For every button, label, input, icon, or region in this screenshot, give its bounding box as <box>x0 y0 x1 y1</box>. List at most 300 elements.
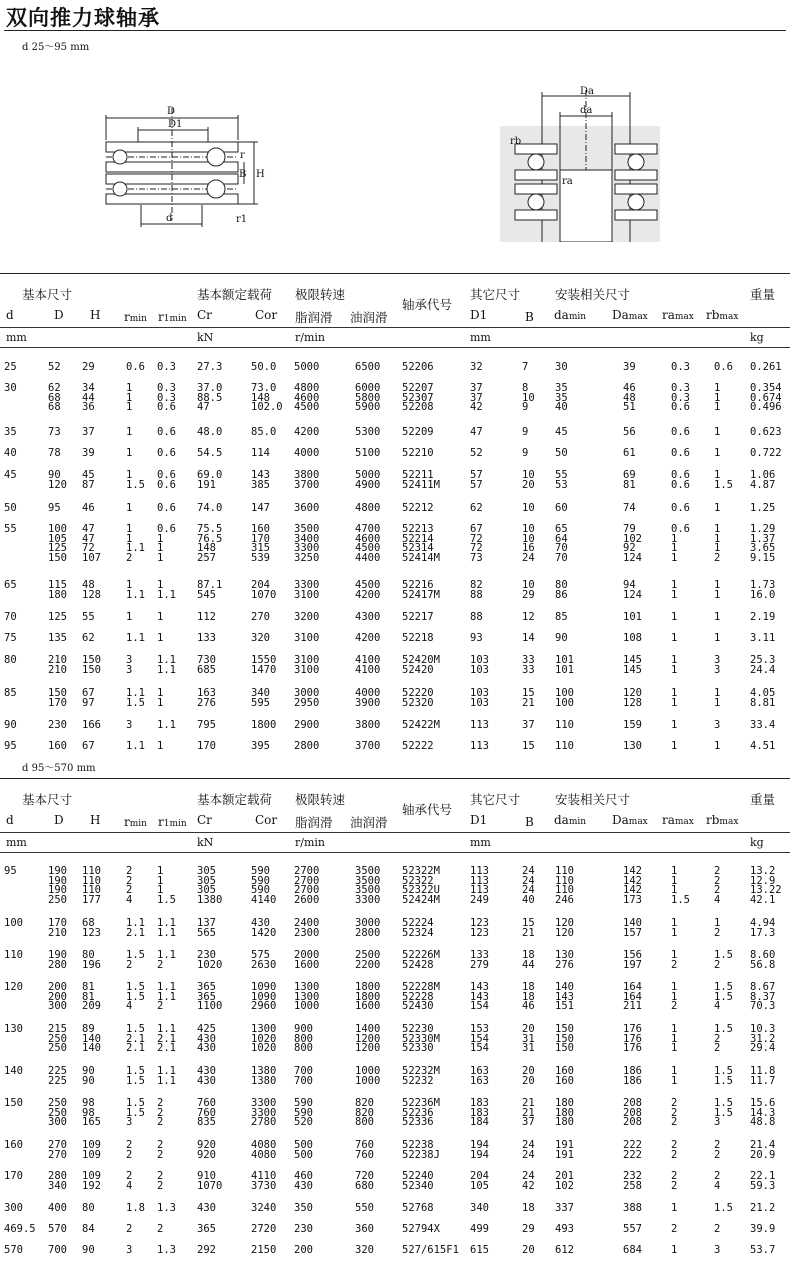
header-code: 轴承代号 <box>402 802 453 817</box>
table-cell: 590 <box>251 865 270 877</box>
table-cell: 2000 <box>294 949 320 961</box>
table-cell: 200 <box>48 981 67 993</box>
table-cell: 4000 <box>294 447 320 459</box>
table-cell: 2.1 <box>126 1032 145 1045</box>
table-cell: 52210 <box>402 447 434 459</box>
table-cell: 4500 <box>294 401 320 413</box>
table-cell: 40 <box>555 401 568 413</box>
col-oil: 油润滑 <box>350 310 388 325</box>
table-cell: 67 <box>470 523 483 535</box>
table-cell: 2700 <box>294 874 320 887</box>
table-cell: 61 <box>623 447 636 459</box>
table-cell: 89 <box>82 1023 95 1035</box>
table-cell: 82 <box>470 579 483 591</box>
table-cell: 25.3 <box>750 654 776 666</box>
table-cell: 1 <box>671 551 678 564</box>
table-cell: 143 <box>251 469 270 481</box>
table-cell: 46 <box>522 1000 535 1012</box>
table-cell: 180 <box>555 1106 574 1119</box>
unit-mm-other: mm <box>470 331 491 344</box>
table-cell: 4.87 <box>750 478 776 491</box>
table-cell: 52322M <box>402 865 440 877</box>
table-cell: 42 <box>522 1179 535 1192</box>
table-cell: 14.3 <box>750 1106 776 1119</box>
table-cell: 232 <box>623 1170 642 1182</box>
col-rmin-main: r <box>124 815 130 829</box>
table-cell: 52236M <box>402 1097 440 1109</box>
table-cell: 0.3 <box>157 382 176 394</box>
table-cell: 2950 <box>294 696 320 709</box>
table-cell: 1 <box>671 579 678 591</box>
table-cell: 154 <box>470 1000 489 1012</box>
table-cell: 128 <box>82 588 101 601</box>
table-cell: 2400 <box>294 917 320 929</box>
table-cell: 208 <box>623 1106 642 1119</box>
table-cell: 1.5 <box>714 1023 733 1035</box>
header-divider <box>0 327 790 328</box>
table-cell: 430 <box>251 917 270 929</box>
table-cell: 102 <box>555 1179 574 1192</box>
table-cell: 10 <box>522 502 535 514</box>
table-cell: 2 <box>671 1170 678 1182</box>
table-cell: 10 <box>522 523 535 535</box>
table-cell: 225 <box>48 1065 67 1077</box>
table-cell: 47 <box>470 426 483 438</box>
table-cell: 0.354 <box>750 382 782 394</box>
col-Cor: Cor <box>255 308 278 322</box>
table-cell: 24 <box>522 884 535 896</box>
table-cell: 176 <box>623 1032 642 1045</box>
range-label-2: d 95～570 mm <box>22 763 96 774</box>
dim-da-label: da <box>580 105 593 116</box>
table-cell: 52211 <box>402 469 434 481</box>
table-cell: 125 <box>48 611 67 623</box>
table-cell: 6000 <box>355 382 381 394</box>
table-cell: 2800 <box>355 926 381 939</box>
table-cell: 40 <box>522 893 535 906</box>
cell-d: 300 <box>4 1202 23 1214</box>
col-damin-sub: min <box>568 312 587 322</box>
table-cell: 0.6 <box>157 502 176 514</box>
table-cell: 4.51 <box>750 740 776 752</box>
table-cell: 209 <box>82 1000 101 1012</box>
table-cell: 1.5 <box>714 990 733 1003</box>
table-cell: 124 <box>623 551 642 564</box>
table-cell: 44 <box>522 958 535 971</box>
table-cell: 52226M <box>402 949 440 961</box>
table-cell: 3 <box>714 1116 721 1128</box>
table-cell: 22.1 <box>750 1170 776 1182</box>
table-cell: 150 <box>82 663 101 676</box>
table-cell: 36 <box>82 401 95 413</box>
col-D: D <box>54 813 64 827</box>
cell-d: 160 <box>4 1139 23 1151</box>
table-cell: 100 <box>555 687 574 699</box>
table-cell: 3800 <box>355 719 381 731</box>
table-cell: 279 <box>470 958 489 971</box>
header-speed: 极限转速 <box>295 792 346 807</box>
table-cell: 183 <box>470 1106 489 1119</box>
table-cell: 0.496 <box>750 401 782 413</box>
table-cell: 2900 <box>294 719 320 731</box>
table-cell: 52218 <box>402 632 434 644</box>
table-cell: 20 <box>522 1244 535 1256</box>
table-cell: 340 <box>48 1179 67 1192</box>
table-cell: 5100 <box>355 447 381 459</box>
table-cell: 45 <box>82 469 95 481</box>
table-cell: 190 <box>48 884 67 896</box>
table-cell: 4800 <box>294 382 320 394</box>
table-cell: 47 <box>197 401 210 413</box>
table-cell: 3700 <box>355 740 381 752</box>
table-cell: 113 <box>470 874 489 887</box>
dim-d-label: d <box>166 213 173 224</box>
table-cell: 208 <box>623 1097 642 1109</box>
table-cell: 103 <box>470 687 489 699</box>
table-cell: 1 <box>671 926 678 939</box>
table-cell: 140 <box>623 917 642 929</box>
table-cell: 795 <box>197 719 216 731</box>
table-cell: 1.5 <box>126 1106 145 1119</box>
table-cell: 0.722 <box>750 447 782 459</box>
table-cell: 1 <box>126 611 133 623</box>
table-cell: 130 <box>623 740 642 752</box>
table-cell: 3300 <box>355 893 381 906</box>
table-cell: 88 <box>470 588 483 601</box>
table-cell: 1 <box>126 426 133 438</box>
table-cell: 3700 <box>294 478 320 491</box>
table-cell: 1 <box>126 382 133 394</box>
table-cell: 62 <box>470 502 483 514</box>
table-cell: 3300 <box>294 579 320 591</box>
table-cell: 0.6 <box>157 401 176 413</box>
table-cell: 2 <box>714 551 721 564</box>
table-cell: 700 <box>48 1244 67 1256</box>
table-cell: 153 <box>470 1023 489 1035</box>
table-cell: 1 <box>714 382 721 394</box>
table-cell: 52 <box>470 447 483 459</box>
table-cell: 1.1 <box>157 1023 176 1035</box>
table-cell: 4600 <box>355 532 381 545</box>
table-cell: 493 <box>555 1223 574 1235</box>
table-cell: 52411M <box>402 478 440 491</box>
table-cell: 1.5 <box>714 1097 733 1109</box>
table-cell: 3500 <box>355 884 381 896</box>
table-cell: 103 <box>470 654 489 666</box>
table-cell: 1.5 <box>126 990 145 1003</box>
table-cell: 2 <box>671 1116 678 1128</box>
col-rbmax-sub: max <box>719 312 739 322</box>
table-cell: 230 <box>294 1223 313 1235</box>
table-cell: 4200 <box>294 426 320 438</box>
table-cell: 27.3 <box>197 361 223 373</box>
table-cell: 575 <box>251 949 270 961</box>
table-cell: 108 <box>623 632 642 644</box>
table-cell: 3000 <box>294 687 320 699</box>
table-cell: 1 <box>671 532 678 545</box>
col-Damax <box>612 308 648 322</box>
table-cell: 160 <box>555 1074 574 1087</box>
table-cell: 72 <box>82 542 95 554</box>
col-r1min-main: r <box>158 815 164 829</box>
table-cell: 15.6 <box>750 1097 776 1109</box>
table-cell: 4080 <box>251 1148 277 1161</box>
col-grease: 脂润滑 <box>295 815 333 830</box>
table-cell: 10 <box>522 469 535 481</box>
col-Cor: Cor <box>255 813 278 827</box>
header-weight: 重量 <box>750 287 776 302</box>
col-B: B <box>525 310 534 324</box>
table-cell: 0.3 <box>157 361 176 373</box>
table-cell: 270 <box>251 611 270 623</box>
table-cell: 1200 <box>355 1032 381 1045</box>
table-cell: 230 <box>48 719 67 731</box>
cell-d: 75 <box>4 632 17 644</box>
dim-H-label: H <box>256 169 265 180</box>
table-cell: 67 <box>82 687 95 699</box>
table-cell: 4900 <box>355 478 381 491</box>
col-damin-main: da <box>554 813 569 827</box>
col-rmin <box>124 815 147 829</box>
table-cell: 1020 <box>251 1032 277 1045</box>
table-cell: 4600 <box>294 391 320 404</box>
table-cell: 2 <box>157 1223 164 1235</box>
table-cell: 5000 <box>294 361 320 373</box>
table-cell: 1.29 <box>750 523 776 535</box>
table-cell: 67 <box>82 740 95 752</box>
table-cell: 11.8 <box>750 1065 776 1077</box>
cell-d: 130 <box>4 1023 23 1035</box>
table-cell: 85 <box>555 611 568 623</box>
table-cell: 52422M <box>402 719 440 731</box>
table-cell: 186 <box>623 1065 642 1077</box>
table-cell: 150 <box>48 551 67 564</box>
table-cell: 14 <box>522 632 535 644</box>
table-cell: 1.5 <box>714 1074 733 1087</box>
table-cell: 2 <box>126 1223 133 1235</box>
table-cell: 133 <box>197 632 216 644</box>
table-cell: 1.5 <box>126 1023 145 1035</box>
table-cell: 15 <box>522 740 535 752</box>
table-cell: 52228M <box>402 981 440 993</box>
table-cell: 10.3 <box>750 1023 776 1035</box>
table-cell: 612 <box>555 1244 574 1256</box>
cell-d: 140 <box>4 1065 23 1077</box>
table-cell: 1380 <box>251 1074 277 1087</box>
table-cell: 3300 <box>251 1106 277 1119</box>
table-cell: 52240 <box>402 1170 434 1182</box>
table-cell: 115 <box>48 579 67 591</box>
unit-rmin: r/min <box>295 331 325 344</box>
table-cell: 1 <box>671 1074 678 1087</box>
table-cell: 1.5 <box>714 949 733 961</box>
table-cell: 3300 <box>251 1097 277 1109</box>
table-cell: 4140 <box>251 893 277 906</box>
table-cell: 93 <box>470 632 483 644</box>
table-cell: 31 <box>522 1042 535 1054</box>
table-cell: 257 <box>197 551 216 564</box>
dim-Da-label: Da <box>580 86 594 97</box>
table-cell: 98 <box>82 1097 95 1109</box>
table-cell: 615 <box>470 1244 489 1256</box>
col-Cr: Cr <box>197 308 212 322</box>
table-cell: 20.9 <box>750 1148 776 1161</box>
table-cell: 48 <box>623 391 636 404</box>
table-cell: 16 <box>522 542 535 554</box>
table-cell: 55 <box>82 611 95 623</box>
table-cell: 62 <box>82 632 95 644</box>
table-cell: 31 <box>522 1032 535 1045</box>
table-cell: 101 <box>623 611 642 623</box>
table-cell: 21 <box>522 696 535 709</box>
table-cell: 1 <box>671 542 678 554</box>
table-cell: 1070 <box>251 588 277 601</box>
col-r1min <box>158 310 187 324</box>
table-cell: 87 <box>82 478 95 491</box>
table-cell: 2 <box>126 1170 133 1182</box>
table-cell: 81 <box>623 478 636 491</box>
table-cell: 150 <box>555 1032 574 1045</box>
col-ramax-sub: max <box>674 817 694 827</box>
table-cell: 820 <box>355 1097 374 1109</box>
table-cell: 142 <box>623 874 642 887</box>
table-cell: 527/615F1 <box>402 1244 459 1256</box>
table-cell: 4800 <box>355 502 381 514</box>
table-cell: 800 <box>294 1042 313 1054</box>
header-other: 其它尺寸 <box>470 287 521 302</box>
table-cell: 500 <box>294 1139 313 1151</box>
table-cell: 90 <box>555 632 568 644</box>
table-cell: 1.06 <box>750 469 776 481</box>
table-cell: 137 <box>197 917 216 929</box>
table-cell: 2 <box>126 884 133 896</box>
table-cell: 2 <box>714 874 721 887</box>
table-cell: 103 <box>470 663 489 676</box>
table-cell: 3 <box>126 663 133 676</box>
table-cell: 3 <box>714 1244 721 1256</box>
table-cell: 37 <box>522 719 535 731</box>
table-cell: 4400 <box>355 551 381 564</box>
dim-ra-label: ra <box>562 176 573 187</box>
table-cell: 760 <box>197 1097 216 1109</box>
table-cell: 37.0 <box>197 382 223 394</box>
table-cell: 46 <box>82 502 95 514</box>
table-cell: 1 <box>671 696 678 709</box>
table-cell: 97 <box>82 696 95 709</box>
col-Damax-sub: max <box>628 312 648 322</box>
table-cell: 140 <box>555 981 574 993</box>
table-cell: 520 <box>294 1116 313 1128</box>
table-cell: 8.60 <box>750 949 776 961</box>
table-cell: 0.623 <box>750 426 782 438</box>
table-cell: 68 <box>48 391 61 404</box>
title-divider <box>4 30 786 31</box>
table-cell: 337 <box>555 1202 574 1214</box>
table-cell: 120 <box>555 917 574 929</box>
table-cell: 180 <box>555 1097 574 1109</box>
table-cell: 5800 <box>355 391 381 404</box>
table-cell: 15 <box>522 917 535 929</box>
table-cell: 1400 <box>355 1023 381 1035</box>
cell-d: 80 <box>4 654 17 666</box>
col-ramax <box>662 308 694 322</box>
range-label-1: d 25～95 mm <box>22 42 90 53</box>
cell-d: 65 <box>4 579 17 591</box>
table-cell: 78 <box>48 447 61 459</box>
table-cell: 29.4 <box>750 1042 776 1054</box>
table-cell: 164 <box>623 981 642 993</box>
table-cell: 73 <box>470 551 483 564</box>
table-cell: 3900 <box>355 696 381 709</box>
table-cell: 148 <box>197 542 216 554</box>
table-cell: 225 <box>48 1074 67 1087</box>
cell-d: 35 <box>4 426 17 438</box>
table-cell: 24 <box>522 1148 535 1161</box>
table-cell: 590 <box>294 1106 313 1119</box>
table-cell: 215 <box>48 1023 67 1035</box>
table-cell: 1 <box>714 542 721 554</box>
table-cell: 110 <box>555 874 574 887</box>
table-cell: 1 <box>714 588 721 601</box>
table-cell: 0.3 <box>671 391 690 404</box>
table-cell: 2 <box>671 1000 678 1012</box>
table-cell: 133 <box>470 949 489 961</box>
table-cell: 1.5 <box>714 1065 733 1077</box>
table-cell: 31.2 <box>750 1032 776 1045</box>
table-cell: 4.05 <box>750 687 776 699</box>
table-cell: 4 <box>714 893 721 906</box>
table-cell: 590 <box>294 1097 313 1109</box>
table-cell: 191 <box>197 478 216 491</box>
table-cell: 222 <box>623 1139 642 1151</box>
cell-d: 95 <box>4 865 17 877</box>
cell-d: 45 <box>4 469 17 481</box>
header-speed: 极限转速 <box>295 287 346 302</box>
table-cell: 4500 <box>355 542 381 554</box>
cell-d: 150 <box>4 1097 23 1109</box>
table-cell: 3100 <box>294 654 320 666</box>
table-cell: 173 <box>623 893 642 906</box>
table-cell: 1300 <box>294 981 320 993</box>
table-cell: 820 <box>355 1106 374 1119</box>
table-cell: 84 <box>82 1223 95 1235</box>
table-cell: 7 <box>522 361 529 373</box>
table-cell: 128 <box>623 696 642 709</box>
table-cell: 760 <box>355 1139 374 1151</box>
cell-d: 70 <box>4 611 17 623</box>
table-cell: 154 <box>470 1032 489 1045</box>
header-rating: 基本额定载荷 <box>197 287 273 302</box>
table-cell: 590 <box>251 884 270 896</box>
table-cell: 2 <box>126 865 133 877</box>
table-cell: 4 <box>714 1179 721 1192</box>
table-cell: 54.5 <box>197 447 223 459</box>
table-cell: 305 <box>197 884 216 896</box>
table-cell: 123 <box>470 917 489 929</box>
table-top-rule <box>0 778 790 779</box>
col-r1min <box>158 815 187 829</box>
table-cell: 32 <box>470 361 483 373</box>
table-cell: 24 <box>522 1139 535 1151</box>
table-cell: 900 <box>294 1023 313 1035</box>
table-cell: 3100 <box>294 632 320 644</box>
table-cell: 1.1 <box>157 981 176 993</box>
table-cell: 109 <box>82 1139 101 1151</box>
table-cell: 3240 <box>251 1202 277 1214</box>
table-cell: 143 <box>470 990 489 1003</box>
table-cell: 11.7 <box>750 1074 776 1087</box>
table-cell: 52209 <box>402 426 434 438</box>
